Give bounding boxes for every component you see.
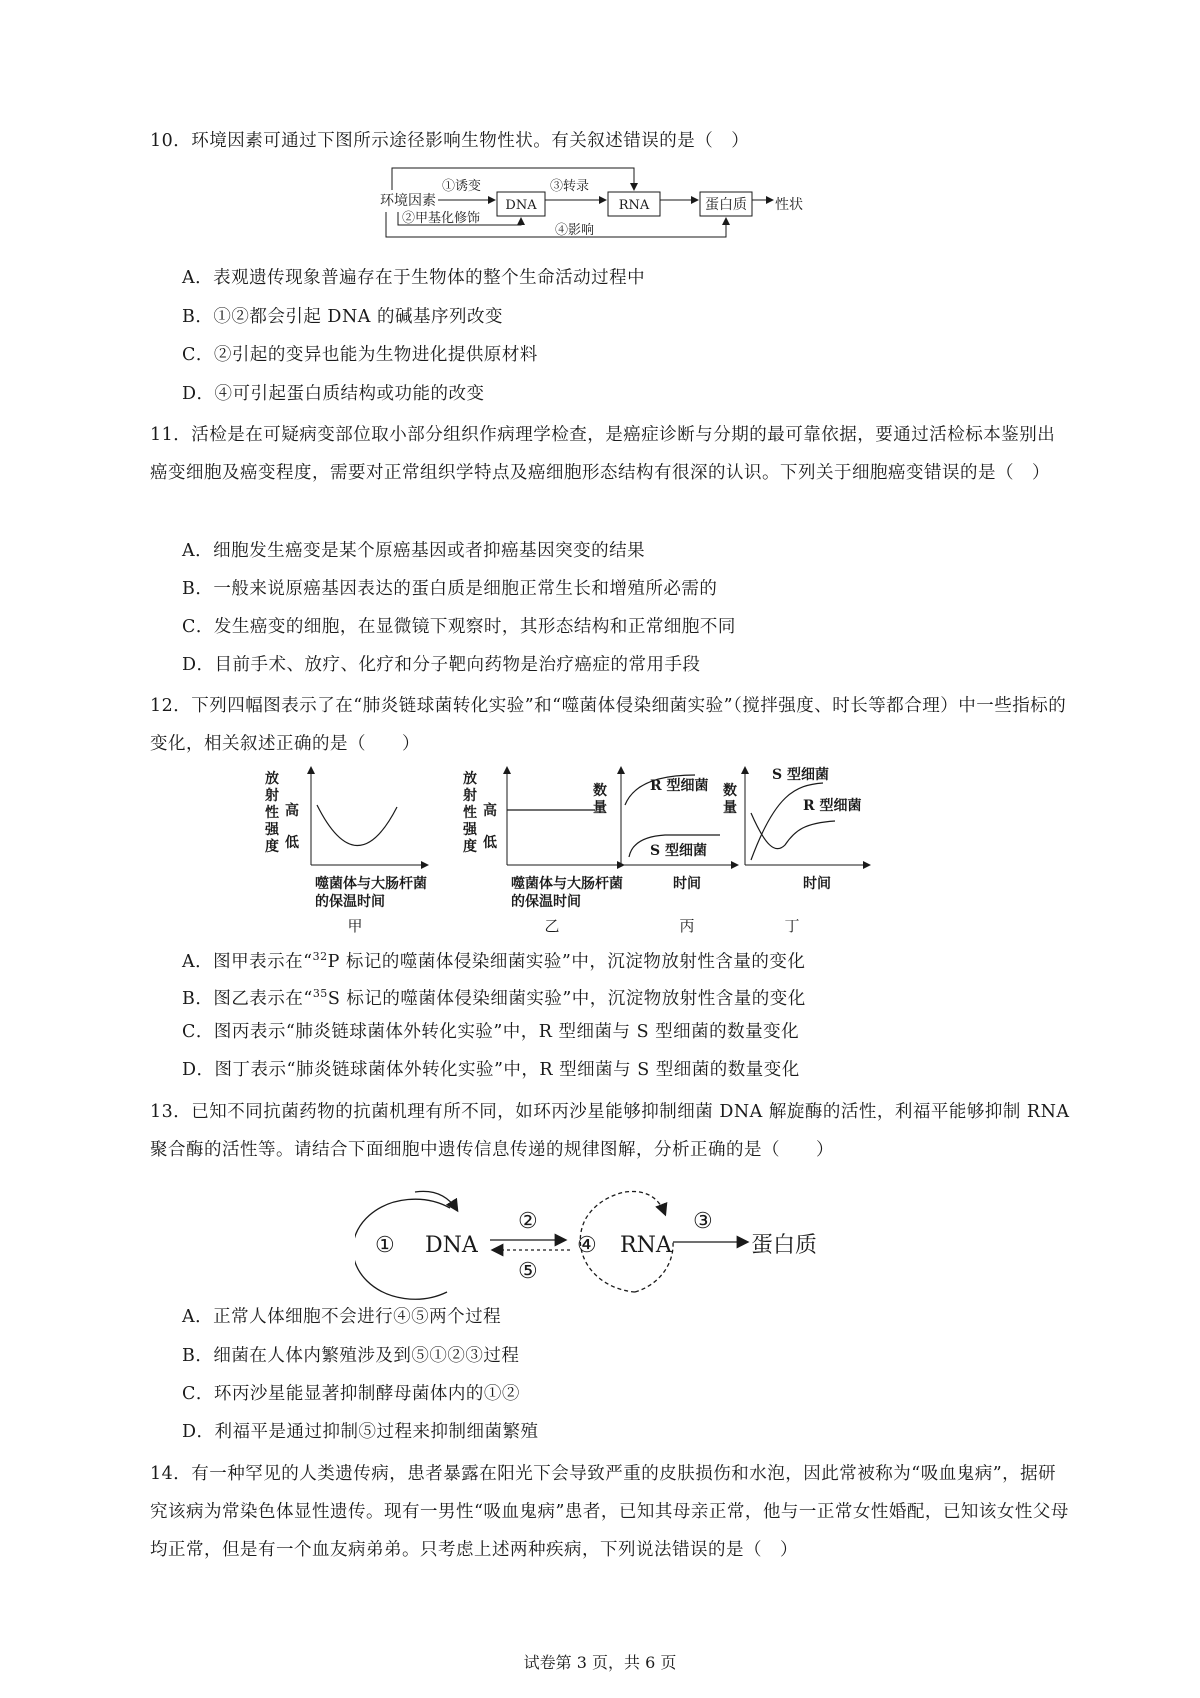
jia-xlabel-1: 噬菌体与大肠杆菌 (315, 876, 427, 892)
q10-step4-label: ④影响 (555, 223, 595, 238)
q10-step2-label: ②甲基化修饰 (402, 211, 481, 226)
q12-option-a[interactable] (182, 940, 805, 979)
jia-curve (317, 805, 397, 846)
q13-protein-label: 蛋白质 (751, 1233, 818, 1258)
q12-option-d[interactable] (182, 1053, 800, 1087)
q11-stem: 11．活检是在可疑病变部位取小部分组织作病理学检查，是癌症诊断与分期的最可靠依据，要通过活检标本鉴别出癌变细胞及癌变程度，需要对正常组织学特点及癌细胞形态结构有很深的认识。下列关于细胞癌变错误的是（ ） (150, 425, 1056, 483)
yi-caption: 乙 (544, 917, 560, 935)
yi-low-label: 低 (483, 835, 497, 851)
q12-option-b[interactable] (182, 977, 806, 1016)
jia-ylabel-5: 度 (265, 839, 279, 855)
q10-option-d[interactable]: D．④可引起蛋白质结构或功能的改变 (182, 384, 485, 404)
q11-option-b[interactable]: B．一般来说原癌基因表达的蛋白质是细胞正常生长和增殖所必需的 (182, 579, 718, 599)
bing-ylabel-2: 量 (593, 800, 607, 816)
q13-option-d[interactable]: D．利福平是通过抑制⑤过程来抑制细菌繁殖 (182, 1422, 539, 1442)
q12-option-a-pre: A．图甲表示在“ (182, 951, 313, 972)
yi-ylabel-5: 度 (463, 839, 477, 855)
q13-option-c[interactable]: C．环丙沙星能显著抑制酵母菌体内的①② (182, 1384, 520, 1404)
q13-option-b[interactable]: B．细菌在人体内繁殖涉及到⑤①②③过程 (182, 1346, 520, 1366)
q13-label-2: ② (518, 1209, 538, 1234)
bing-caption: 丙 (679, 917, 695, 935)
q12-option-b-pre: B．图乙表示在“ (182, 988, 313, 1009)
jia-caption: 甲 (347, 917, 363, 935)
q13-dna-label: DNA (425, 1233, 478, 1258)
q12-option-a-post: P 标记的噬菌体侵染细菌实验”中，沉淀物放射性含量的变化 (327, 951, 806, 972)
q13-label-1: ① (375, 1233, 395, 1258)
bing-xlabel: 时间 (673, 876, 701, 892)
q12-option-b-post: S 标记的噬菌体侵染细菌实验”中，沉淀物放射性含量的变化 (327, 988, 806, 1009)
q13-option-a[interactable]: A．正常人体细胞不会进行④⑤两个过程 (182, 1307, 502, 1327)
bing-ylabel-1: 数 (593, 783, 607, 799)
yi-ylabel-4: 强 (463, 822, 477, 838)
q10-option-c[interactable]: C．②引起的变异也能为生物进化提供原材料 (182, 345, 538, 365)
q10-env-label: 环境因素 (380, 193, 436, 209)
graph-ding (723, 766, 867, 935)
jia-low-label: 低 (285, 835, 299, 851)
ding-caption: 丁 (784, 917, 800, 935)
q10-step1-label: ①诱变 (442, 179, 482, 194)
q14-stem: 14．有一种罕见的人类遗传病，患者暴露在阳光下会导致严重的皮肤损伤和水泡，因此常被称为“吸血鬼病”，据研究该病为常染色体显性遗传。现有一男性“吸血鬼病”患者，已知其母亲正常，他与一正常女性婚配，已知该女性父母均正常，但是有一个血友病弟弟。只考虑上述两种疾病，下列说法错误的是（ ） (150, 1464, 1069, 1560)
yi-ylabel-2: 射 (463, 788, 477, 804)
q13-rna-label: RNA (620, 1233, 672, 1258)
ding-ylabel-1: 数 (723, 783, 737, 799)
ding-r-label: R 型细菌 (803, 798, 862, 814)
q13-label-5: ⑤ (518, 1259, 538, 1284)
jia-ylabel-3: 性 (265, 805, 279, 821)
yi-xlabel-1: 噬菌体与大肠杆菌 (511, 876, 623, 892)
q10-stem: 10．环境因素可通过下图所示途径影响生物性状。有关叙述错误的是（ ） (150, 131, 750, 151)
q10-protein-label: 蛋白质 (705, 197, 747, 213)
graph-jia (264, 770, 427, 935)
q12-stem: 12．下列四幅图表示了在“肺炎链球菌转化实验”和“噬菌体侵染细菌实验”（搅拌强度、时长等都合理）中一些指标的变化，相关叙述正确的是（ ） (150, 696, 1067, 754)
q10-rna-label: RNA (618, 198, 650, 213)
jia-high-label: 高 (285, 803, 299, 819)
q13-stem: 13．已知不同抗菌药物的抗菌机理有所不同，如环丙沙星能够抑制细菌 DNA 解旋酶的活性，利福平能够抑制 RNA 聚合酶的活性等。请结合下面细胞中遗传信息传递的规律图解，分析正确的是（ ） (150, 1102, 1070, 1160)
q13-label-4: ④ (577, 1233, 597, 1258)
q12-option-a-sup: 32 (312, 950, 328, 963)
q13-central-dogma-diagram (355, 1180, 855, 1310)
yi-ylabel-1: 放 (463, 771, 477, 787)
jia-ylabel-2: 射 (265, 788, 279, 804)
bing-r-label: R 型细菌 (650, 778, 709, 794)
bing-s-label: S 型细菌 (650, 843, 707, 859)
yi-ylabel-3: 性 (463, 805, 477, 821)
q13-label-3: ③ (693, 1209, 713, 1234)
q11-option-c[interactable]: C．发生癌变的细胞，在显微镜下观察时，其形态结构和正常细胞不同 (182, 617, 736, 637)
q10-pathway-diagram (380, 165, 840, 245)
yi-xlabel-2: 的保温时间 (511, 894, 581, 910)
graph-bing (593, 770, 735, 935)
q10-option-b[interactable]: B．①②都会引起 DNA 的碱基序列改变 (182, 307, 503, 327)
q12-option-c[interactable] (182, 1015, 799, 1049)
ding-xlabel: 时间 (803, 876, 831, 892)
ding-s-curve (751, 783, 823, 860)
yi-high-label: 高 (483, 803, 497, 819)
q12-graphs (255, 765, 955, 935)
jia-ylabel-1: 放 (265, 771, 279, 787)
jia-ylabel-4: 强 (265, 822, 279, 838)
page-footer: 试卷第 3 页，共 6 页 (523, 1653, 677, 1672)
q10-trait-label: 性状 (775, 197, 803, 213)
ding-ylabel-2: 量 (723, 800, 737, 816)
q11-option-d[interactable]: D．目前手术、放疗、化疗和分子靶向药物是治疗癌症的常用手段 (182, 655, 701, 675)
ding-s-label: S 型细菌 (772, 767, 829, 783)
q11-option-a[interactable]: A．细胞发生癌变是某个原癌基因或者抑癌基因突变的结果 (182, 541, 646, 561)
q10-dna-label: DNA (505, 198, 537, 213)
q12-option-d-text: D．图丁表示“肺炎链球菌体外转化实验”中，R 型细菌与 S 型细菌的数量变化 (182, 1060, 800, 1080)
q10-step3-label: ③转录 (550, 179, 590, 194)
q10-option-a[interactable]: A．表观遗传现象普遍存在于生物体的整个生命活动过程中 (182, 268, 646, 288)
jia-xlabel-2: 的保温时间 (315, 894, 385, 910)
q12-option-b-sup: 35 (312, 987, 328, 1000)
q12-option-c-text: C．图丙表示“肺炎链球菌体外转化实验”中，R 型细菌与 S 型细菌的数量变化 (182, 1022, 800, 1042)
